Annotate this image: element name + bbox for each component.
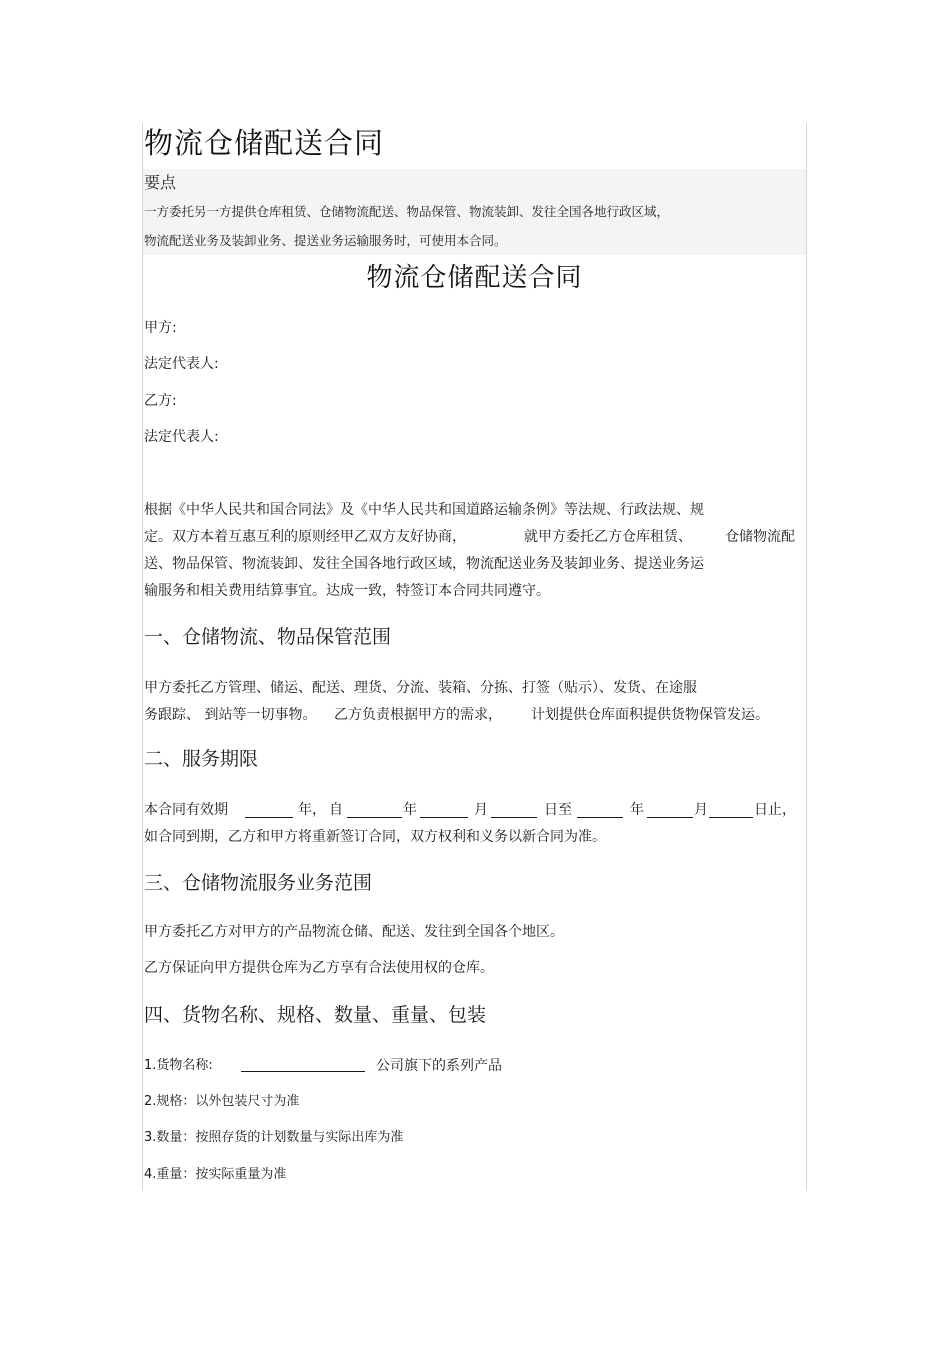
section-2-line-2: 如合同到期，乙方和甲方将重新签订合同，双方权利和义务以新合同为准。 (144, 829, 606, 845)
section-3-heading: 三、仓储物流服务业务范围 (144, 872, 373, 894)
party-a-representative-label: 法定代表人: (144, 356, 219, 372)
section-1-line-2-part-3: 计划提供仓库面积提供货物保管发运。 (531, 707, 769, 723)
section-3-line-1: 甲方委托乙方对甲方的产品物流仓储、配送、发往到全国各个地区。 (144, 924, 564, 940)
section-1-line-1: 甲方委托乙方管理、储运、配送、理货、分流、装箱、分拣、打签（贴示）、发货、在途服 (144, 680, 697, 696)
start-month-label: 月 (474, 802, 488, 818)
page-frame-right (806, 123, 807, 1191)
party-a-label: 甲方: (144, 320, 177, 336)
preamble-line-4: 输服务和相关费用结算事宜。达成一致，特签订本合同共同遵守。 (144, 583, 550, 599)
start-year-blank (347, 817, 402, 818)
end-year-label: 年 (630, 802, 644, 818)
summary-heading: 要点 (144, 173, 177, 192)
item-1-label: 1.货物名称: (144, 1058, 213, 1073)
day-end-label: 日止， (754, 802, 796, 818)
summary-line-1: 一方委托另一方提供仓库租赁、仓储物流配送、物品保管、物流装卸、发往全国各地行政区域， (144, 204, 670, 219)
section-2-heading: 二、服务期限 (144, 748, 259, 770)
contract-title: 物流仓储配送合同 (366, 263, 583, 293)
document-title: 物流仓储配送合同 (144, 126, 385, 160)
end-month-blank (647, 817, 693, 818)
term-from-label: 自 (329, 802, 343, 818)
summary-line-2: 物流配送业务及装卸业务、提送业务运输服务时，可使用本合同。 (144, 233, 507, 248)
term-years-blank (245, 817, 293, 818)
start-day-blank (491, 817, 537, 818)
end-day-blank (709, 817, 753, 818)
preamble-line-3: 送、物品保管、物流装卸、发往全国各地行政区域，物流配送业务及装卸业务、提送业务运 (144, 556, 704, 572)
section-4-heading: 四、货物名称、规格、数量、重量、包装 (144, 1004, 487, 1026)
preamble-line-2-part-3: 仓储物流配 (725, 529, 795, 545)
party-b-representative-label: 法定代表人: (144, 429, 219, 445)
preamble-line-1: 根据《中华人民共和国合同法》及《中华人民共和国道路运输条例》等法规、行政法规、规 (144, 502, 704, 518)
section-1-heading: 一、仓储物流、物品保管范围 (144, 626, 392, 648)
term-year-label: 年， (298, 802, 326, 818)
item-4-weight: 4.重量：按实际重量为准 (144, 1167, 287, 1182)
end-month-label: 月 (694, 802, 708, 818)
party-b-label: 乙方: (144, 393, 177, 409)
preamble-line-2-part-1: 定。双方本着互惠互利的原则经甲乙双方友好协商， (144, 529, 466, 545)
section-1-line-2-part-2: 乙方负责根据甲方的需求， (334, 707, 502, 723)
day-to-label: 日至 (544, 802, 572, 818)
preamble-line-2-part-2: 就甲方委托乙方仓库租赁、 (524, 529, 692, 545)
item-3-quantity: 3.数量：按照存货的计划数量与实际出库为准 (144, 1130, 404, 1145)
end-year-blank (577, 817, 623, 818)
section-1-line-2-part-1: 务跟踪、 到站等一切事物。 (144, 707, 317, 723)
goods-name-blank (241, 1071, 365, 1072)
start-month-blank (420, 817, 468, 818)
section-3-line-2: 乙方保证向甲方提供仓库为乙方享有合法使用权的仓库。 (144, 960, 494, 976)
start-year-label: 年 (403, 802, 417, 818)
term-prefix: 本合同有效期 (144, 802, 228, 818)
item-2-spec: 2.规格：以外包装尺寸为准 (144, 1094, 300, 1109)
item-1-suffix: 公司旗下的系列产品 (376, 1058, 502, 1074)
